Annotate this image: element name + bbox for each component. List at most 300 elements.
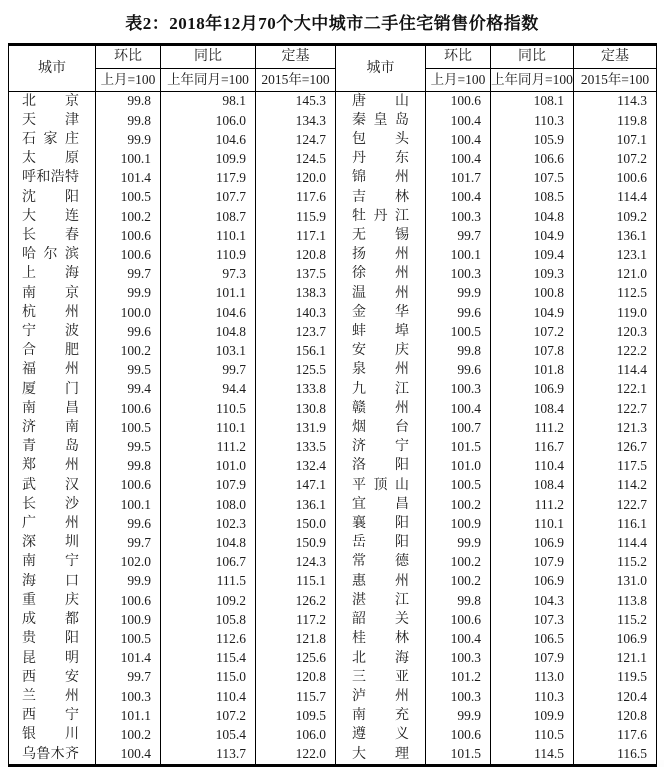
table-row	[9, 226, 657, 245]
city-name-cell	[336, 246, 426, 265]
city-name: 太原	[22, 151, 79, 167]
city-name: 徐州	[352, 266, 409, 282]
fixed-base-index-value: 156.1	[256, 342, 336, 361]
mom-index-value: 99.8	[426, 591, 491, 610]
mom-index-value: 100.6	[96, 591, 161, 610]
fixed-base-index-value: 106.9	[574, 630, 657, 649]
city-name: 南昌	[22, 400, 79, 416]
city-name: 惠州	[352, 573, 409, 589]
yoy-index-value: 107.5	[491, 169, 574, 188]
city-name: 深圳	[22, 535, 79, 551]
city-name: 厦门	[22, 381, 79, 397]
mom-index-value: 100.4	[426, 188, 491, 207]
mom-index-value: 100.6	[426, 92, 491, 112]
city-name-cell	[336, 438, 426, 457]
city-name: 武汉	[22, 477, 79, 493]
city-name: 西宁	[22, 708, 79, 724]
city-name-cell	[336, 418, 426, 437]
fixed-base-index-value: 122.7	[574, 495, 657, 514]
city-name-cell	[336, 687, 426, 706]
city-name: 烟台	[352, 420, 409, 436]
table-row	[9, 418, 657, 437]
yoy-index-value: 110.9	[161, 246, 256, 265]
mom-index-value: 99.9	[96, 284, 161, 303]
mom-index-value: 99.9	[426, 284, 491, 303]
city-name-cell	[336, 380, 426, 399]
yoy-index-value: 105.4	[161, 726, 256, 745]
fixed-base-index-value: 125.5	[256, 361, 336, 380]
city-name-cell	[9, 534, 96, 553]
city-name: 常德	[352, 554, 409, 570]
fixed-base-index-value: 121.3	[574, 418, 657, 437]
fixed-base-index-value: 124.3	[256, 553, 336, 572]
mom-index-value: 99.5	[96, 361, 161, 380]
yoy-index-value: 105.9	[491, 130, 574, 149]
header-fixed-left: 定基	[256, 45, 336, 69]
city-name: 遵义	[352, 727, 409, 743]
city-name: 安庆	[352, 343, 409, 359]
fixed-base-index-value: 125.6	[256, 649, 336, 668]
city-name-cell	[9, 303, 96, 322]
city-name-cell	[336, 534, 426, 553]
mom-index-value: 100.7	[426, 418, 491, 437]
city-name: 长沙	[22, 496, 79, 512]
city-name-cell	[336, 514, 426, 533]
table-row	[9, 169, 657, 188]
city-name-cell	[336, 553, 426, 572]
city-name: 桂林	[352, 631, 409, 647]
mom-index-value: 100.3	[426, 265, 491, 284]
city-name-cell	[9, 207, 96, 226]
fixed-base-index-value: 121.1	[574, 649, 657, 668]
mom-index-value: 100.3	[426, 207, 491, 226]
yoy-index-value: 116.7	[491, 438, 574, 457]
yoy-index-value: 114.5	[491, 745, 574, 766]
header-mom-left: 环比	[96, 45, 161, 69]
fixed-base-index-value: 120.0	[256, 169, 336, 188]
city-name: 大理	[352, 746, 409, 762]
mom-index-value: 100.6	[426, 610, 491, 629]
yoy-index-value: 111.2	[161, 438, 256, 457]
table-row	[9, 284, 657, 303]
fixed-base-index-value: 114.4	[574, 188, 657, 207]
fixed-base-index-value: 122.2	[574, 342, 657, 361]
yoy-index-value: 107.7	[161, 188, 256, 207]
city-name-cell	[9, 610, 96, 629]
yoy-index-value: 108.0	[161, 495, 256, 514]
table-row	[9, 649, 657, 668]
yoy-index-value: 108.7	[161, 207, 256, 226]
fixed-base-index-value: 116.1	[574, 514, 657, 533]
city-name: 赣州	[352, 400, 409, 416]
mom-index-value: 100.4	[426, 111, 491, 130]
city-name-cell	[9, 726, 96, 745]
header-yoy-base-right: 上年同月=100	[491, 69, 574, 92]
city-name-cell	[9, 265, 96, 284]
yoy-index-value: 106.9	[491, 534, 574, 553]
mom-index-value: 99.6	[96, 322, 161, 341]
table-row	[9, 476, 657, 495]
city-name-cell	[9, 457, 96, 476]
city-name-cell	[336, 265, 426, 284]
city-name: 天津	[22, 112, 79, 128]
city-name: 包头	[352, 132, 409, 148]
mom-index-value: 100.5	[96, 188, 161, 207]
city-name: 重庆	[22, 592, 79, 608]
city-name-cell	[336, 745, 426, 766]
yoy-index-value: 104.8	[491, 207, 574, 226]
table-row	[9, 342, 657, 361]
city-name-cell	[9, 649, 96, 668]
table-row	[9, 246, 657, 265]
yoy-index-value: 109.2	[161, 591, 256, 610]
city-name: 兰州	[22, 688, 79, 704]
yoy-index-value: 111.2	[491, 495, 574, 514]
city-name-cell	[9, 399, 96, 418]
city-name: 湛江	[352, 592, 409, 608]
city-name: 金华	[352, 304, 409, 320]
city-name: 秦皇岛	[352, 112, 409, 128]
mom-index-value: 100.1	[96, 150, 161, 169]
city-name: 南京	[22, 285, 79, 301]
table-row	[9, 361, 657, 380]
fixed-base-index-value: 115.9	[256, 207, 336, 226]
fixed-base-index-value: 107.2	[574, 150, 657, 169]
city-name-cell	[9, 630, 96, 649]
mom-index-value: 100.6	[96, 399, 161, 418]
city-name-cell	[9, 226, 96, 245]
city-name: 蚌埠	[352, 324, 409, 340]
fixed-base-index-value: 120.3	[574, 322, 657, 341]
city-name-cell	[336, 476, 426, 495]
table-row	[9, 457, 657, 476]
yoy-index-value: 110.3	[491, 687, 574, 706]
city-name: 韶关	[352, 612, 409, 628]
city-name-cell	[9, 130, 96, 149]
table-row	[9, 630, 657, 649]
fixed-base-index-value: 117.1	[256, 226, 336, 245]
fixed-base-index-value: 100.6	[574, 169, 657, 188]
city-name-cell	[9, 322, 96, 341]
mom-index-value: 99.9	[96, 130, 161, 149]
mom-index-value: 100.2	[426, 572, 491, 591]
city-name: 成都	[22, 612, 79, 628]
city-name: 泸州	[352, 688, 409, 704]
fixed-base-index-value: 130.8	[256, 399, 336, 418]
table-row	[9, 322, 657, 341]
city-name: 济南	[22, 420, 79, 436]
city-name-cell	[9, 495, 96, 514]
table-row	[9, 610, 657, 629]
city-name-cell	[336, 207, 426, 226]
mom-index-value: 100.0	[96, 303, 161, 322]
table-title: 表2：2018年12月70个大中城市二手住宅销售价格指数	[125, 14, 539, 33]
city-name: 扬州	[352, 247, 409, 263]
yoy-index-value: 107.2	[491, 322, 574, 341]
fixed-base-index-value: 136.1	[574, 226, 657, 245]
yoy-index-value: 100.8	[491, 284, 574, 303]
table-row	[9, 207, 657, 226]
city-name-cell	[9, 380, 96, 399]
mom-index-value: 100.6	[96, 246, 161, 265]
mom-index-value: 99.7	[96, 265, 161, 284]
table-row	[9, 438, 657, 457]
city-name-cell	[336, 169, 426, 188]
city-name-cell	[336, 92, 426, 112]
yoy-index-value: 106.9	[491, 572, 574, 591]
yoy-index-value: 110.1	[161, 418, 256, 437]
city-name-cell	[9, 284, 96, 303]
fixed-base-index-value: 121.8	[256, 630, 336, 649]
mom-index-value: 100.9	[96, 610, 161, 629]
yoy-index-value: 107.9	[491, 553, 574, 572]
city-name-cell	[9, 169, 96, 188]
city-name-cell	[9, 188, 96, 207]
yoy-index-value: 104.6	[161, 130, 256, 149]
yoy-index-value: 104.3	[491, 591, 574, 610]
mom-index-value: 100.4	[96, 745, 161, 766]
city-name-cell	[9, 150, 96, 169]
fixed-base-index-value: 120.4	[574, 687, 657, 706]
header-city-right: 城市	[336, 45, 426, 92]
city-name: 宜昌	[352, 496, 409, 512]
fixed-base-index-value: 122.7	[574, 399, 657, 418]
yoy-index-value: 107.9	[161, 476, 256, 495]
mom-index-value: 99.8	[96, 92, 161, 112]
header-mom-base-left: 上月=100	[96, 69, 161, 92]
city-name: 昆明	[22, 650, 79, 666]
yoy-index-value: 104.8	[161, 534, 256, 553]
city-name-cell	[336, 610, 426, 629]
fixed-base-index-value: 117.5	[574, 457, 657, 476]
city-name-cell	[9, 92, 96, 112]
fixed-base-index-value: 123.1	[574, 246, 657, 265]
city-name-cell	[9, 745, 96, 766]
yoy-index-value: 107.8	[491, 342, 574, 361]
fixed-base-index-value: 113.8	[574, 591, 657, 610]
yoy-index-value: 111.2	[491, 418, 574, 437]
mom-index-value: 100.5	[426, 476, 491, 495]
fixed-base-index-value: 119.5	[574, 668, 657, 687]
table-row	[9, 726, 657, 745]
header-mom-right: 环比	[426, 45, 491, 69]
mom-index-value: 100.5	[96, 418, 161, 437]
city-name: 锦州	[352, 170, 409, 186]
mom-index-value: 99.8	[96, 111, 161, 130]
city-name-cell	[336, 342, 426, 361]
fixed-base-index-value: 134.3	[256, 111, 336, 130]
city-name-cell	[9, 418, 96, 437]
mom-index-value: 101.5	[426, 438, 491, 457]
city-name: 上海	[22, 266, 79, 282]
yoy-index-value: 113.0	[491, 668, 574, 687]
fixed-base-index-value: 126.2	[256, 591, 336, 610]
mom-index-value: 100.1	[426, 246, 491, 265]
table-row	[9, 553, 657, 572]
table-row	[9, 745, 657, 766]
yoy-index-value: 110.5	[161, 399, 256, 418]
city-name: 长春	[22, 228, 79, 244]
yoy-index-value: 106.6	[491, 150, 574, 169]
header-yoy-left: 同比	[161, 45, 256, 69]
fixed-base-index-value: 115.7	[256, 687, 336, 706]
mom-index-value: 99.6	[426, 303, 491, 322]
yoy-index-value: 107.2	[161, 707, 256, 726]
fixed-base-index-value: 126.7	[574, 438, 657, 457]
fixed-base-index-value: 145.3	[256, 92, 336, 112]
yoy-index-value: 109.3	[491, 265, 574, 284]
fixed-base-index-value: 120.8	[256, 246, 336, 265]
city-name: 乌鲁木齐	[22, 746, 79, 762]
city-name-cell	[9, 111, 96, 130]
mom-index-value: 99.9	[426, 707, 491, 726]
city-name-cell	[336, 284, 426, 303]
fixed-base-index-value: 114.3	[574, 92, 657, 112]
mom-index-value: 100.4	[426, 150, 491, 169]
fixed-base-index-value: 115.2	[574, 553, 657, 572]
yoy-index-value: 117.9	[161, 169, 256, 188]
city-name: 贵阳	[22, 631, 79, 647]
city-name: 大连	[22, 208, 79, 224]
city-name: 北京	[22, 93, 79, 109]
city-name: 平顶山	[352, 477, 409, 493]
city-name-cell	[336, 495, 426, 514]
fixed-base-index-value: 119.0	[574, 303, 657, 322]
city-name: 福州	[22, 362, 79, 378]
city-name: 三亚	[352, 669, 409, 685]
city-name: 银川	[22, 727, 79, 743]
mom-index-value: 102.0	[96, 553, 161, 572]
fixed-base-index-value: 115.2	[574, 610, 657, 629]
fixed-base-index-value: 138.3	[256, 284, 336, 303]
yoy-index-value: 111.5	[161, 572, 256, 591]
mom-index-value: 101.2	[426, 668, 491, 687]
table-row	[9, 399, 657, 418]
city-name-cell	[336, 150, 426, 169]
city-name-cell	[336, 399, 426, 418]
city-name: 岳阳	[352, 535, 409, 551]
table-row	[9, 303, 657, 322]
fixed-base-index-value: 147.1	[256, 476, 336, 495]
mom-index-value: 100.1	[96, 495, 161, 514]
header-city-left: 城市	[9, 45, 96, 92]
yoy-index-value: 109.4	[491, 246, 574, 265]
city-name-cell	[336, 630, 426, 649]
city-name: 温州	[352, 285, 409, 301]
yoy-index-value: 107.3	[491, 610, 574, 629]
mom-index-value: 99.7	[96, 534, 161, 553]
city-name: 洛阳	[352, 458, 409, 474]
fixed-base-index-value: 150.0	[256, 514, 336, 533]
yoy-index-value: 97.3	[161, 265, 256, 284]
mom-index-value: 100.6	[96, 226, 161, 245]
yoy-index-value: 106.5	[491, 630, 574, 649]
price-index-table	[8, 43, 657, 767]
city-name: 沈阳	[22, 189, 79, 205]
city-name: 西安	[22, 669, 79, 685]
city-name: 呼和浩特	[22, 170, 79, 186]
table-row	[9, 572, 657, 591]
fixed-base-index-value: 132.4	[256, 457, 336, 476]
city-name-cell	[336, 457, 426, 476]
city-name-cell	[336, 322, 426, 341]
city-name-cell	[9, 246, 96, 265]
yoy-index-value: 104.8	[161, 322, 256, 341]
yoy-index-value: 112.6	[161, 630, 256, 649]
header-yoy-base-left: 上年同月=100	[161, 69, 256, 92]
fixed-base-index-value: 120.8	[574, 707, 657, 726]
table-row	[9, 188, 657, 207]
yoy-index-value: 103.1	[161, 342, 256, 361]
header-mom-base-right: 上月=100	[426, 69, 491, 92]
mom-index-value: 100.3	[96, 687, 161, 706]
fixed-base-index-value: 114.4	[574, 361, 657, 380]
city-name: 广州	[22, 516, 79, 532]
yoy-index-value: 110.1	[491, 514, 574, 533]
yoy-index-value: 94.4	[161, 380, 256, 399]
city-name: 青岛	[22, 439, 79, 455]
mom-index-value: 99.7	[96, 668, 161, 687]
yoy-index-value: 108.5	[491, 188, 574, 207]
mom-index-value: 101.0	[426, 457, 491, 476]
yoy-index-value: 101.1	[161, 284, 256, 303]
city-name: 丹东	[352, 151, 409, 167]
table-row	[9, 687, 657, 706]
yoy-index-value: 104.9	[491, 303, 574, 322]
city-name: 泉州	[352, 362, 409, 378]
city-name-cell	[336, 707, 426, 726]
yoy-index-value: 99.7	[161, 361, 256, 380]
fixed-base-index-value: 109.5	[256, 707, 336, 726]
city-name: 哈尔滨	[22, 247, 79, 263]
yoy-index-value: 105.8	[161, 610, 256, 629]
yoy-index-value: 106.0	[161, 111, 256, 130]
fixed-base-index-value: 117.2	[256, 610, 336, 629]
fixed-base-index-value: 117.6	[256, 188, 336, 207]
fixed-base-index-value: 136.1	[256, 495, 336, 514]
mom-index-value: 100.2	[426, 495, 491, 514]
fixed-base-index-value: 140.3	[256, 303, 336, 322]
mom-index-value: 100.2	[96, 207, 161, 226]
mom-index-value: 101.4	[96, 169, 161, 188]
city-name: 南宁	[22, 554, 79, 570]
city-name-cell	[336, 111, 426, 130]
fixed-base-index-value: 133.5	[256, 438, 336, 457]
city-name-cell	[336, 572, 426, 591]
fixed-base-index-value: 131.0	[574, 572, 657, 591]
city-name: 襄阳	[352, 516, 409, 532]
header-fixed-right: 定基	[574, 45, 657, 69]
mom-index-value: 100.6	[96, 476, 161, 495]
mom-index-value: 99.8	[426, 342, 491, 361]
fixed-base-index-value: 122.1	[574, 380, 657, 399]
fixed-base-index-value: 109.2	[574, 207, 657, 226]
table-row	[9, 111, 657, 130]
table-row	[9, 668, 657, 687]
yoy-index-value: 115.0	[161, 668, 256, 687]
city-name-cell	[9, 361, 96, 380]
fixed-base-index-value: 106.0	[256, 726, 336, 745]
city-name: 杭州	[22, 304, 79, 320]
fixed-base-index-value: 121.0	[574, 265, 657, 284]
city-name-cell	[336, 303, 426, 322]
yoy-index-value: 108.4	[491, 476, 574, 495]
header-fixed-base-left: 2015年=100	[256, 69, 336, 92]
fixed-base-index-value: 123.7	[256, 322, 336, 341]
city-name-cell	[9, 591, 96, 610]
city-name: 吉林	[352, 189, 409, 205]
city-name: 牡丹江	[352, 208, 409, 224]
